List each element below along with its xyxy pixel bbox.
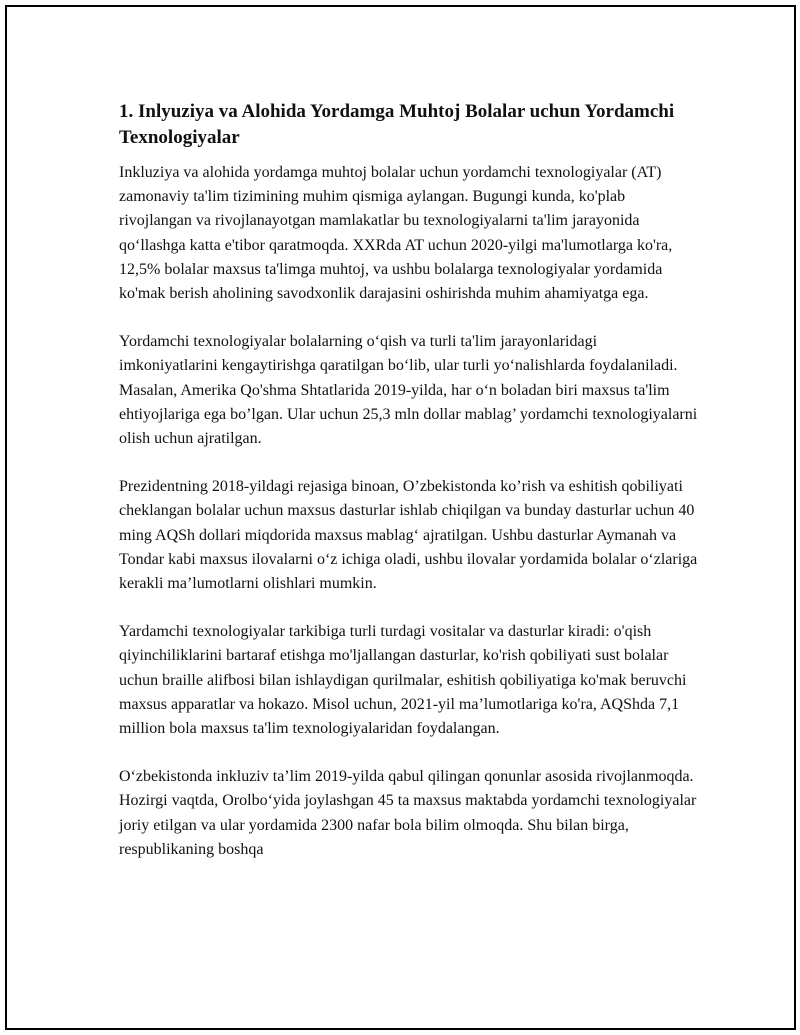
paragraph-2: Yordamchi texnologiyalar bolalarning o‘qish va turli ta'lim jarayonlaridagi imkoniyatlarini kengaytirishga qaratilgan bo‘lib, ular turli yo‘nalishlarda foydalaniladi. Masalan, Amerika Qo'shma Shtatlarida 2019-yilda, har o‘n boladan biri maxsus ta'lim ehtiyojlariga ega bo’lgan. Ular uchun 25,3 mln dollar mablag’ yordamchi texnologiyalarni olish uchun ajratilgan. <box>119 333 698 448</box>
section-heading: 1. Inlyuziya va Alohida Yordamga Muhtoj Bolalar uchun Yordamchi Texnologiyalar <box>119 101 675 148</box>
document-content <box>119 99 699 886</box>
paragraph-4: Yardamchi texnologiyalar tarkibiga turli turdagi vositalar va dasturlar kiradi: o'qish qiyinchiliklarini bartaraf etishga mo'ljallangan dasturlar, ko'rish qobiliyati sust bolalar uchun braille alifbosi bilan ishlaydigan qurilmalar, eshitish qobiliyatiga ko'mak beruvchi maxsus apparatlar va hokazo. Misol uchun, 2021-yil ma’lumotlariga ko'ra, AQShda 7,1 million bola maxsus ta'lim texnologiyalaridan foydalangan. <box>119 623 687 738</box>
paragraph-1: Inkluziya va alohida yordamga muhtoj bolalar uchun yordamchi texnologiyalar (AT) zamonaviy ta'lim tizimining muhim qismiga aylangan. Bugungi kunda, ko'plab rivojlangan va rivojlanayotgan mamlakatlar bu texnologiyalarni ta'lim jarayonida qo‘llashga katta e'tibor qaratmoqda. XXRda AT uchun 2020-yilgi ma'lumotlarga ko'ra, 12,5% bolalar maxsus ta'limga muhtoj, va ushbu bolalarga texnologiyalar yordamida ko'mak berish aholining savodxonlik darajasini oshirishda muhim ahamiyatga ega. <box>119 164 673 303</box>
paragraph-5: O‘zbekistonda inkluziv ta’lim 2019-yilda qabul qilingan qonunlar asosida rivojlanmoqda. Hozirgi vaqtda, Orolbo‘yida joylashgan 45 ta maxsus maktabda yordamchi texnologiyalar joriy etilgan va ular yordamida 2300 nafar bola bilim olmoqda. Shu bilan birga, respublikaning boshqa <box>119 768 697 858</box>
document-page <box>5 5 796 1030</box>
paragraph-3: Prezidentning 2018-yildagi rejasiga binoan, O’zbekistonda ko’rish va eshitish qobiliyati cheklangan bolalar uchun maxsus dasturlar ishlab chiqilgan va bunday dasturlar uchun 40 ming AQSh dollari miqdorida maxsus mablag‘ ajratilgan. Ushbu dasturlar Aymanah va Tondar kabi maxsus ilovalarni o‘z ichiga oladi, ushbu ilovalar yordamida bolalar o‘zlariga kerakli ma’lumotlarni olishlari mumkin. <box>119 478 698 593</box>
